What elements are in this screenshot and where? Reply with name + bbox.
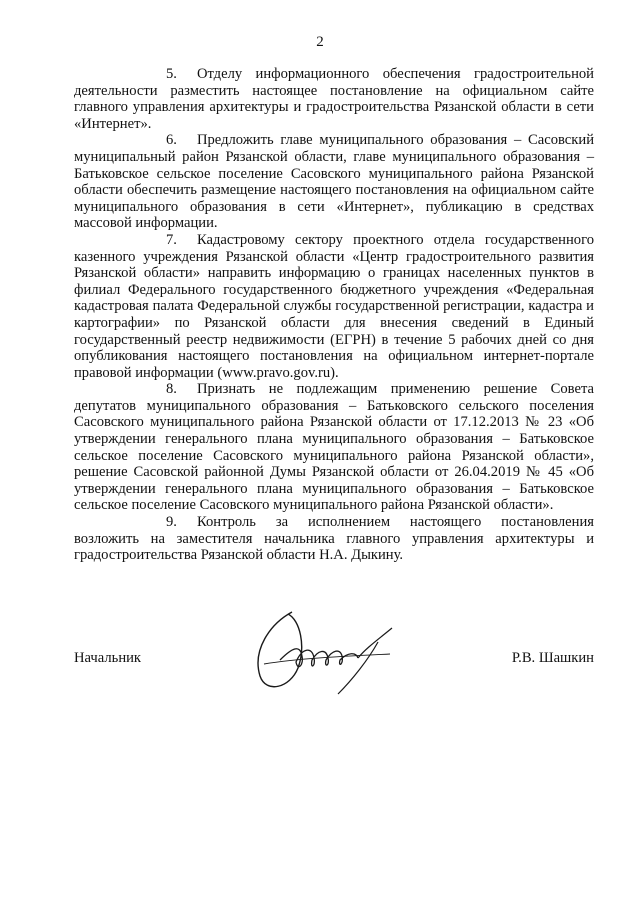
paragraph-9 (74, 514, 594, 564)
paragraph-8 (74, 381, 594, 514)
document-body (74, 66, 594, 564)
handwritten-signature (240, 598, 410, 698)
paragraph-text: Кадастровому сектору проектного отдела государственного казенного учреждения Рязанской области «Центр градостроительного развития Рязанской области» направить информацию о границах населенных пунктов в филиал Федерального государственного бюджетного учреждения «Федеральная кадастровая палата Федеральной службы государственной регистрации, кадастра и картографии» по Рязанской области для внесения сведений в Единый государственный реестр недвижимости (ЕГРН) в течение 5 рабочих дней со дня опубликования настоящего постановления на официальном интернет-портале правовой информации (www.pravo.gov.ru). (74, 231, 594, 381)
signer-name: Р.В. Шашкин (511, 650, 594, 666)
paragraph-5 (74, 66, 594, 132)
paragraph-number: 7. (166, 231, 177, 248)
paragraph-7 (74, 232, 594, 381)
paragraph-number: 6. (166, 132, 177, 149)
paragraph-text: Предложить главе муниципального образования – Сасовский муниципальный район Рязанской области, главе муниципального образования – Батьковское сельское поселение Сасовского муниципального района Рязанской области обеспечить размещение настоящего постановления на официальном сайте муниципального образования в сети «Интернет», публикацию в средствах массовой информации. (74, 132, 594, 232)
paragraph-text: Признать не подлежащим применению решение Совета депутатов муниципального образования – Батьковского сельского поселения Сасовского муниципального района Рязанской области от 17.12.2013 № 23 «Об утверждении генерального плана муниципального образования – Батьковское сельское поселение Сасовского муниципального района Рязанской области», решение Сасовской районной Думы Рязанской области от 26.04.2019 № 45 «Об утверждении генерального плана муниципального образования – Батьковское сельское поселение Сасовского муниципального района Рязанской области». (74, 381, 594, 514)
page-number: 2 (316, 34, 324, 50)
paragraph-number: 5. (166, 66, 177, 82)
paragraph-number: 9. (166, 514, 177, 531)
paragraph-6 (74, 132, 594, 232)
paragraph-text: Контроль за исполнением настоящего постановления возложить на заместителя начальника главного управления архитектуры и градостроительства Рязанской области Н.А. Дыкину. (74, 514, 594, 564)
paragraph-text: Отделу информационного обеспечения градостроительной деятельности разместить настоящее постановление на официальном сайте главного управления архитектуры и градостроительства Рязанской области в сети «Интернет». (74, 66, 594, 132)
signer-title: Начальник (74, 650, 142, 666)
signature-block (74, 650, 594, 672)
paragraph-number: 8. (166, 381, 177, 398)
